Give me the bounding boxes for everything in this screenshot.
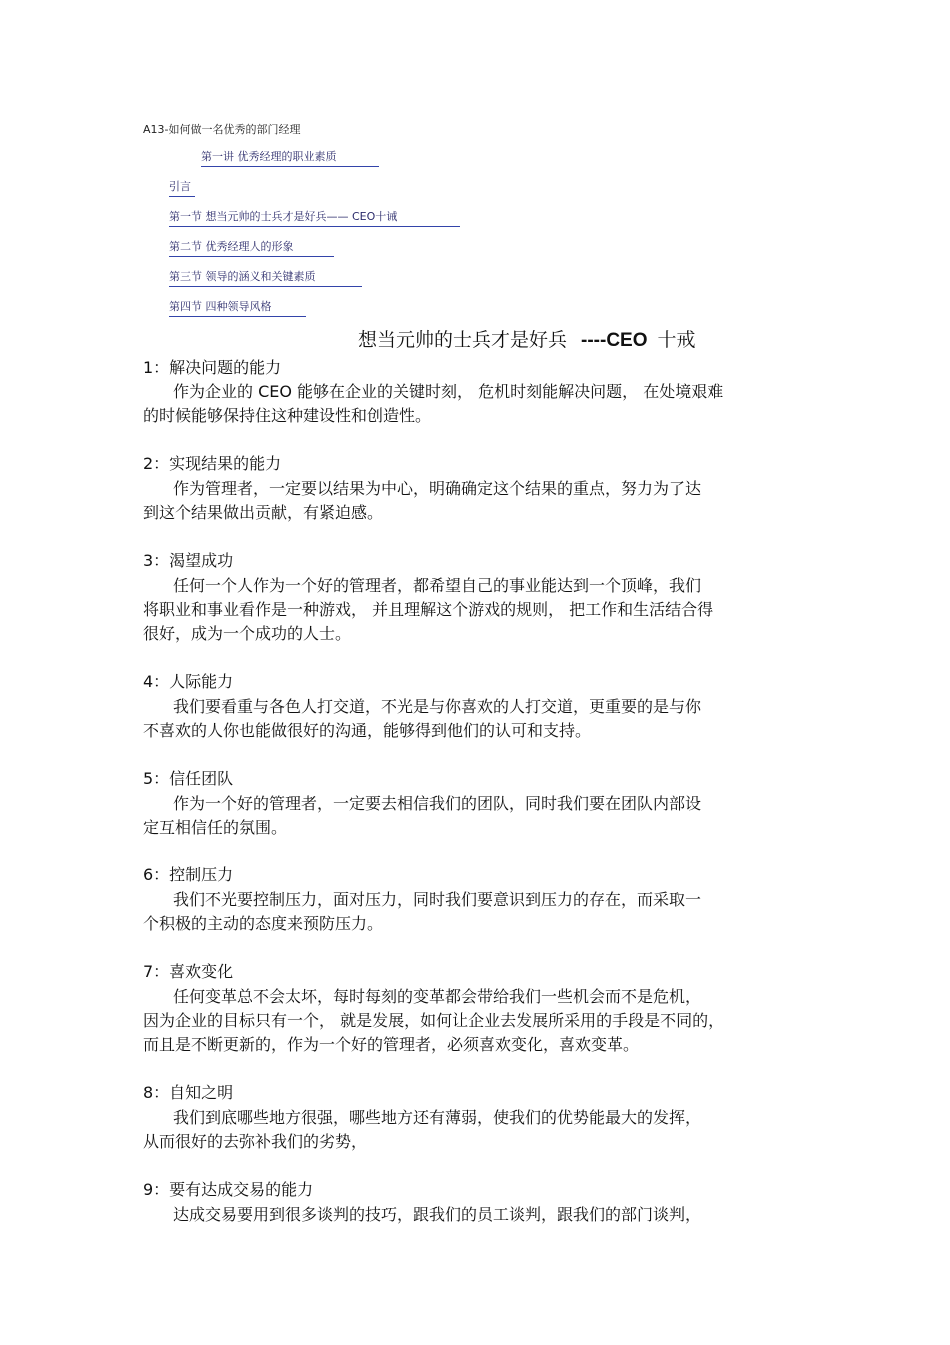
body-line: 因为企业的目标只有一个， 就是发展，如何让企业去发展所采用的手段是不同的，: [143, 1011, 725, 1030]
section-body-9: [143, 1203, 823, 1227]
section-body-1: [143, 380, 823, 428]
section-heading-4: 4：人际能力: [143, 672, 234, 691]
section-body-6: [143, 888, 823, 936]
body-line: 我们到底哪些地方很强，哪些地方还有薄弱，使我们的优势能最大的发挥，: [173, 1108, 702, 1127]
toc-link-section-2[interactable]: 第二节 优秀经理人的形象: [169, 239, 334, 257]
section-body-7: [143, 985, 823, 1057]
toc-link-intro[interactable]: 引言: [169, 179, 195, 197]
page-title: [358, 327, 696, 354]
body-line: 作为管理者，一定要以结果为中心，明确确定这个结果的重点，努力为了达: [173, 479, 702, 498]
section-body-4: [143, 695, 823, 743]
body-line: 到这个结果做出贡献，有紧迫感。: [143, 503, 384, 522]
body-line: 任何变革总不会太坏，每时每刻的变革都会带给我们一些机会而不是危机，: [173, 987, 702, 1006]
body-line: 将职业和事业看作是一种游戏， 并且理解这个游戏的规则， 把工作和生活结合得: [143, 600, 714, 619]
body-line: 的时候能够保持住这种建设性和创造性。: [143, 406, 432, 425]
section-body-8: [143, 1106, 823, 1154]
body-line: 定互相信任的氛围。: [143, 818, 288, 837]
toc-link-lecture-1[interactable]: 第一讲 优秀经理的职业素质: [201, 149, 379, 167]
title-ceo: ----CEO: [581, 330, 648, 351]
section-heading-6: 6：控制压力: [143, 865, 234, 884]
section-heading-7: 7：喜欢变化: [143, 962, 234, 981]
section-heading-8: 8：自知之明: [143, 1083, 234, 1102]
section-body-5: [143, 792, 823, 840]
body-line: 个积极的主动的态度来预防压力。: [143, 914, 384, 933]
toc-link-section-3[interactable]: 第三节 领导的涵义和关键素质: [169, 269, 362, 287]
toc-link-section-1[interactable]: 第一节 想当元帅的士兵才是好兵—— CEO十诫: [169, 209, 460, 227]
body-line: 作为一个好的管理者，一定要去相信我们的团队，同时我们要在团队内部设: [173, 794, 702, 813]
document-header: A13-如何做一名优秀的部门经理: [143, 123, 301, 136]
body-line: 我们不光要控制压力，面对压力，同时我们要意识到压力的存在，而采取一: [173, 890, 702, 909]
section-heading-3: 3：渴望成功: [143, 551, 234, 570]
title-main: 想当元帅的士兵才是好兵: [358, 329, 568, 351]
body-line: 任何一个人作为一个好的管理者，都希望自己的事业能达到一个顶峰，我们: [173, 576, 702, 595]
toc-link-section-4[interactable]: 第四节 四种领导风格: [169, 299, 306, 317]
section-heading-2: 2：实现结果的能力: [143, 454, 282, 473]
section-heading-1: 1：解决问题的能力: [143, 358, 282, 377]
title-tail: 十戒: [657, 329, 696, 351]
section-body-3: [143, 574, 823, 646]
body-line: 不喜欢的人你也能做很好的沟通，能够得到他们的认可和支持。: [143, 721, 592, 740]
body-line: 我们要看重与各色人打交道，不光是与你喜欢的人打交道，更重要的是与你: [173, 697, 702, 716]
section-heading-9: 9：要有达成交易的能力: [143, 1180, 314, 1199]
section-heading-5: 5：信任团队: [143, 769, 234, 788]
body-line: 很好，成为一个成功的人士。: [143, 624, 352, 643]
body-line: 而且是不断更新的，作为一个好的管理者，必须喜欢变化，喜欢变革。: [143, 1035, 640, 1054]
section-body-2: [143, 477, 823, 525]
body-line: 从而很好的去弥补我们的劣势，: [143, 1132, 368, 1151]
body-line: 作为企业的 CEO 能够在企业的关键时刻， 危机时刻能解决问题， 在处境艰难: [173, 382, 724, 401]
body-line: 达成交易要用到很多谈判的技巧，跟我们的员工谈判，跟我们的部门谈判，: [173, 1205, 702, 1224]
